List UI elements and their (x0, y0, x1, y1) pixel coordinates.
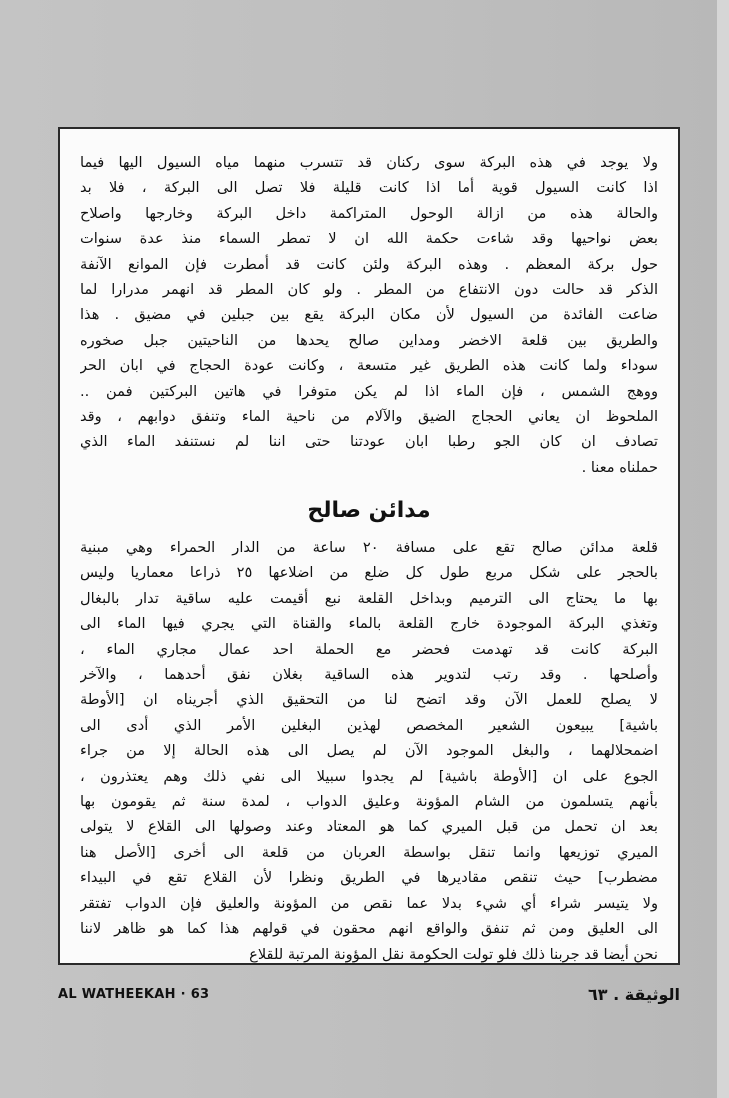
text-line: والطريق بين قلعة الاخضر ومداين صالح يحدها من الناحيتين جبل صخوره (80, 331, 658, 349)
article-frame (58, 127, 680, 965)
text-line: باشية] يبيعون الشعير المخصص لهذين البغلين الأمر الذي أدى الى (80, 716, 658, 734)
page-edge-strip (717, 0, 729, 1098)
text-line: لا يصلح للعمل الآن وقد اتضح لنا من التحقيق الذي أجريناه ان [الأوطة (80, 691, 658, 709)
text-line: والحالة هذه من ازالة الوحول المتراكمة داخل البركة وخارجها واصلاح (80, 204, 658, 222)
text-line: حملناه معنا . (581, 458, 658, 476)
text-line: اضمحلالهما ، والبغل الموجود الآن لم يصل الى هذه الحالة إلا من جراء (80, 742, 658, 760)
paragraph-2 (80, 535, 658, 967)
text-line: مضطرب] حيث تنقص مقاديرها في الطريق ونظرا لأن القلاع تقع في البيداء (80, 869, 658, 887)
text-line: الملحوظ ان يعاني الحجاج الضيق والآلام من ناحية الماء وتنفق دوابهم ، وقد (80, 408, 658, 426)
text-line: قلعة مدائن صالح تقع على مسافة ٢٠ ساعة من الدار الحمراء وهي مبنية (80, 539, 658, 556)
text-line: تصادف ان كان الجو رطبا ابان عودتنا حتى اننا لم نستنفد الماء الذي (80, 433, 658, 451)
text-line: بعد ان تحمل من قبل الميري كما هو المعتاد وعند وصولها الى القلاع لا يتولى (80, 818, 658, 836)
text-line: بأنهم يتسلمون من الشام المؤونة وعليق الدواب ، لمدة سنة ثم يقومون بها (80, 793, 658, 811)
text-line: الى العليق ومن ثم تنفق والواقع انهم محقون في قولهم هذا كما هو ظاهر لاننا (80, 920, 658, 938)
text-line: البركة كانت قد تهدمت فحضر مع الحملة احد عمال مجاري الماء ، (80, 640, 658, 658)
text-line: بها ما يحتاج الى الترميم وبداخل القلعة نبع أقيمت عليه ساقية تدار بالبغال (80, 589, 658, 607)
text-line: حول بركة المعظم . وهذه البركة ولئن كانت قد أمطرت فإن الموانع الآنفة (80, 255, 658, 273)
text-line: ولا يوجد في هذه البركة سوى ركنان قد تتسرب منهما مياه السيول اليها فيما (80, 154, 658, 171)
text-line: ووهج الشمس ، فإن الماء اذا لم يكن متوفرا في هاتين البركتين فمن .. (80, 382, 658, 400)
paragraph-1 (80, 150, 658, 480)
text-line: بعض نواحيها وقد شاءت حكمة الله ان لا تمطر السماء منذ عدة سنوات (80, 230, 658, 248)
text-line: الجوع على ان [الأوطة باشية] لم يجدوا سبيلا الى نفي ذلك وهم يعتذرون ، (80, 767, 658, 785)
text-line: نحن أيضا قد جربنا ذلك فلو تولت الحكومة نقل المؤونة المرتبة للقلاع (249, 945, 658, 963)
text-line: بالحجر على شكل مربع طول كل ضلع من اضلاعها ٢٥ ذراعا معماريا وليس (80, 564, 658, 582)
text-line: وتغذي البركة الموجودة خارج القلعة بالماء والقناة التي يجري فيها الماء الى (80, 615, 658, 633)
text-line: ضاعت الفائدة من السيول لأن مكان البركة يقع بين جبلين في مضيق . هذا (80, 306, 658, 324)
text-line: اذا كانت السيول قوية أما اذا كانت قليلة فلا تصل الى البركة ، فلا بد (80, 179, 658, 197)
text-line: سوداء ولما كانت هذه الطريق غير متسعة ، وكانت عودة الحجاج في ابان الحر (80, 357, 658, 375)
text-line: الذكر قد حالت دون الانتفاع من المطر . ولو كان المطر قد انهمر مدرارا لما (80, 281, 658, 299)
footer-latin-title: AL WATHEEKAH · 63 (58, 986, 210, 1002)
text-line: الميري توزيعها وانما تنقل بواسطة العربان من قلعة الى أخرى [الأصل هنا (80, 843, 658, 861)
footer-arabic-title: الوثيقة . ٦٣ (587, 984, 680, 1004)
section-title: مدائن صالح (307, 498, 431, 523)
text-line: ولا يتيسر شراء أي شيء بدلا عما نقص من المؤونة والعليق فإن الدواب تفتقر (80, 894, 658, 912)
page-footer (58, 982, 680, 1006)
text-line: وأصلحها . وقد رتب لتدوير هذه الساقية بغلان نفق أحدهما ، والآخر (80, 666, 658, 684)
